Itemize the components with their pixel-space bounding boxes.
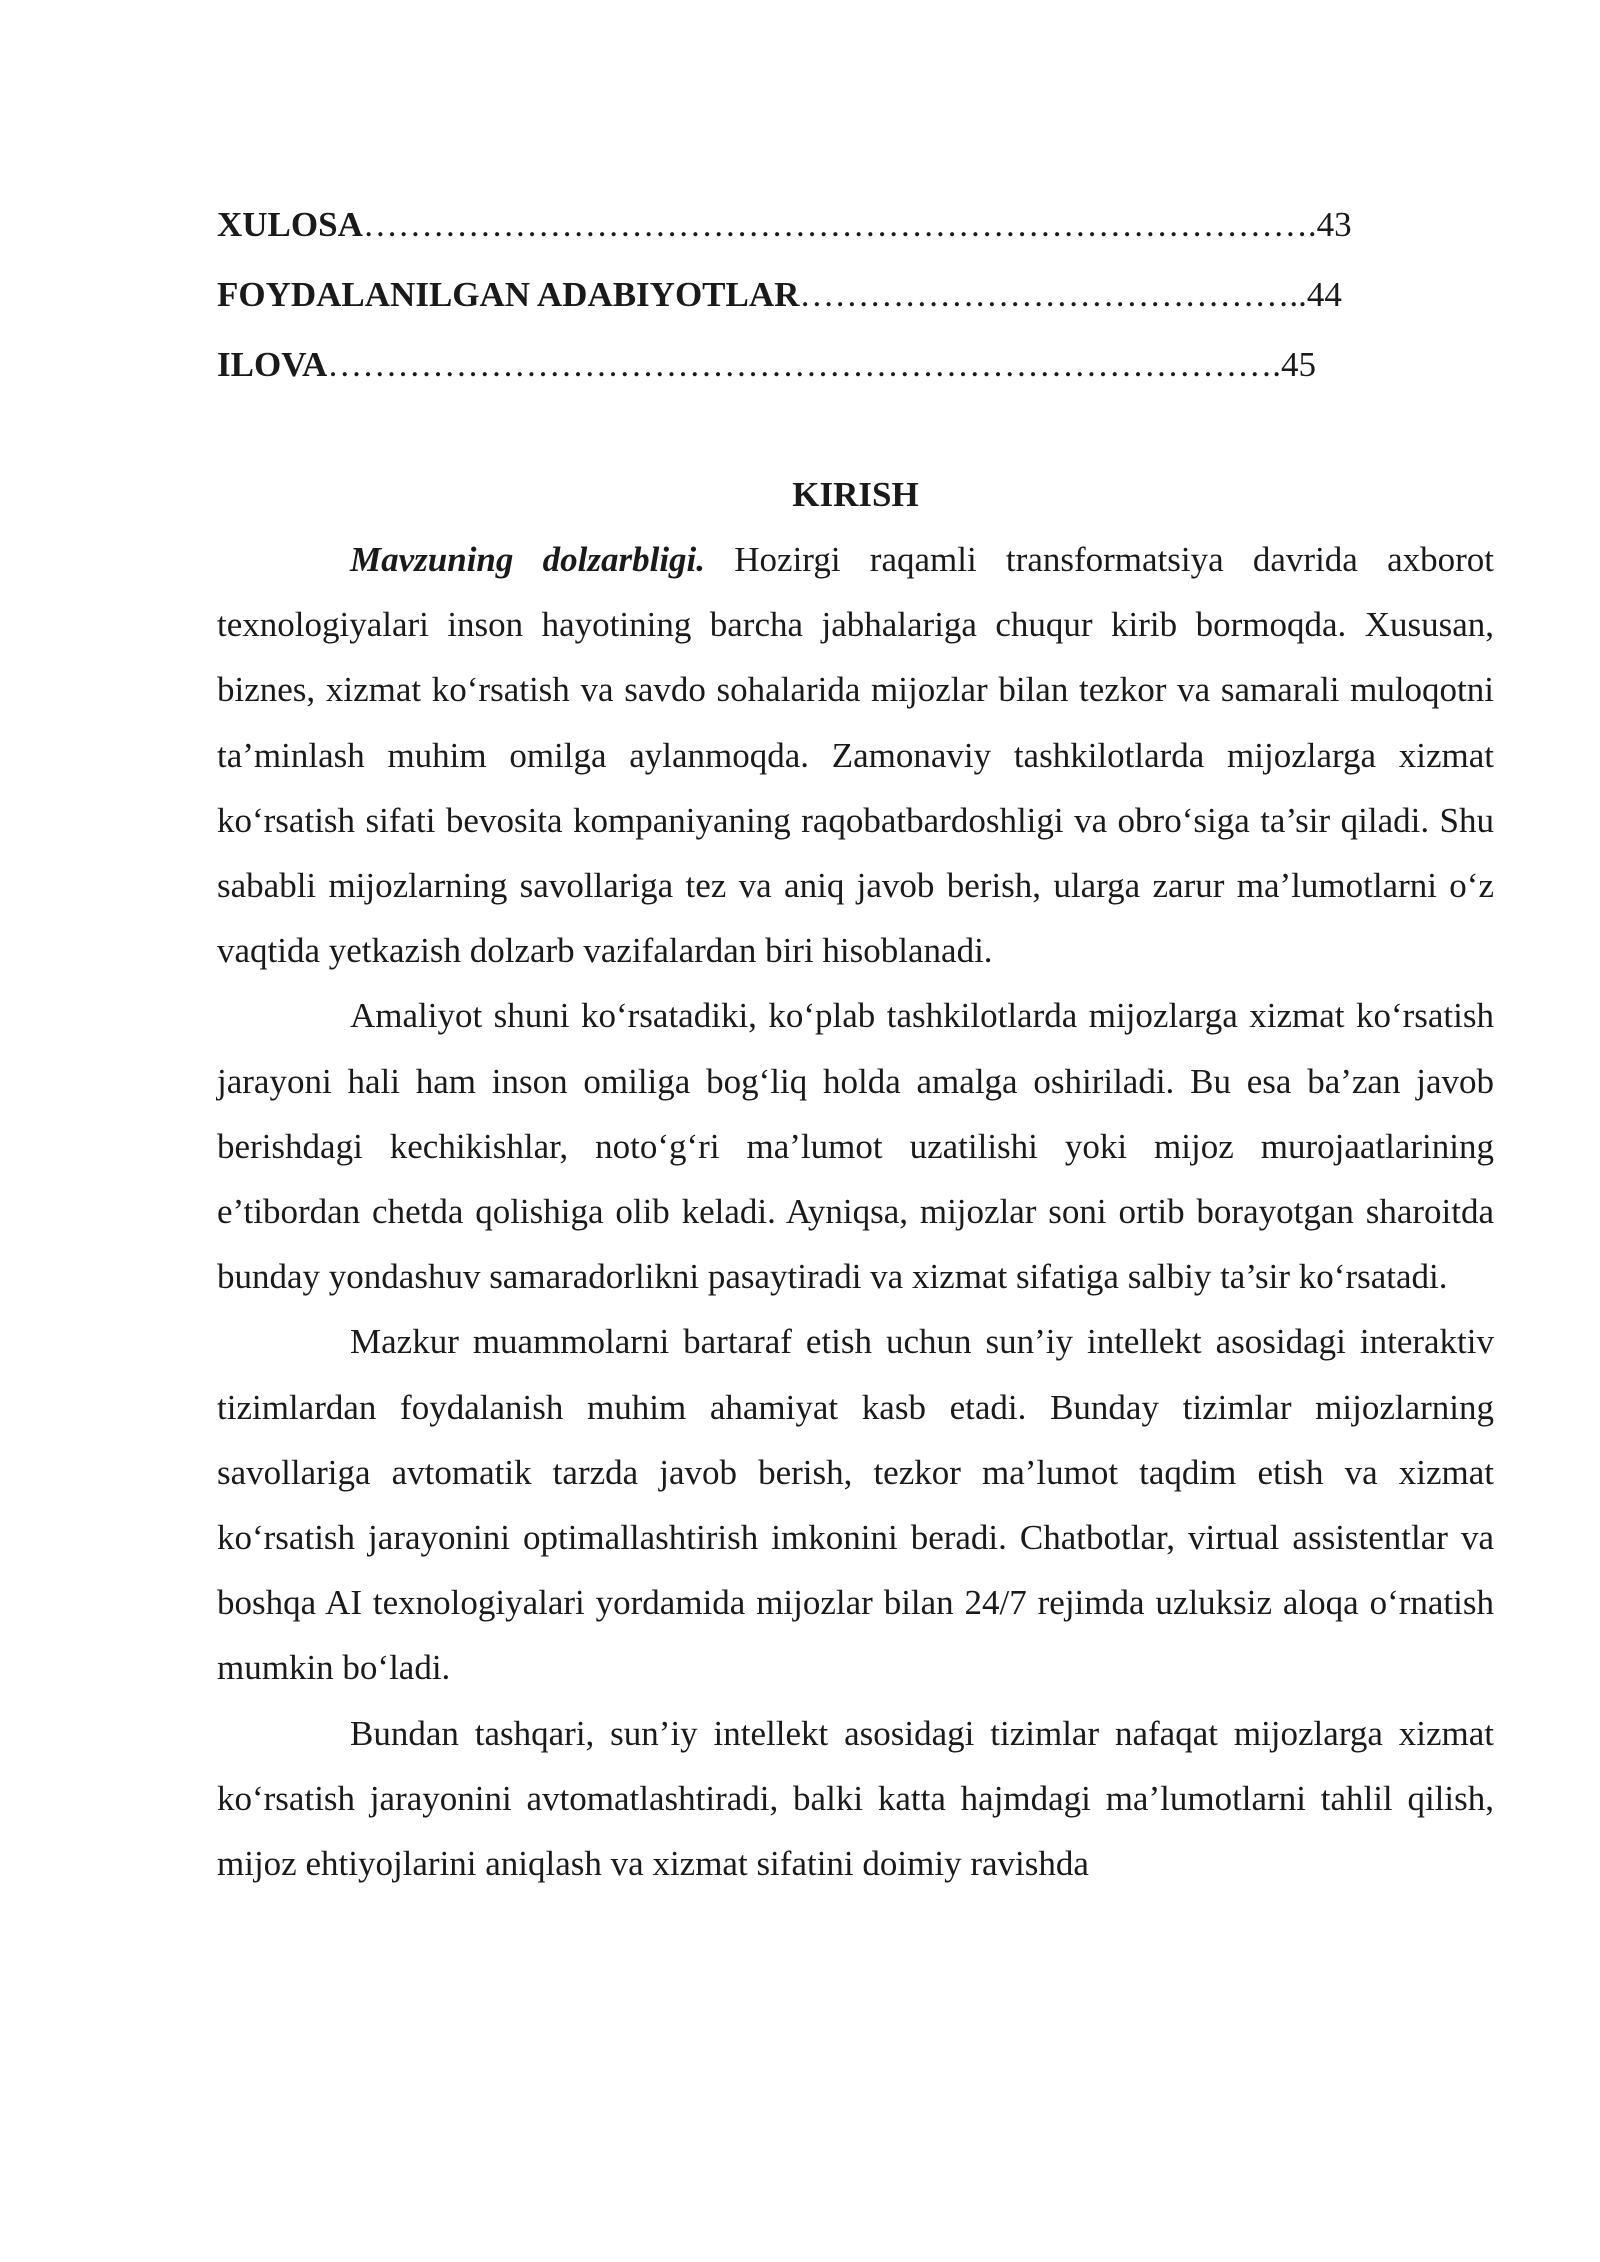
paragraph-text: Bundan tashqari, sun’iy intellekt asosidagi tizimlar nafaqat mijozlarga xizmat ko‘rsatish jarayonini avtomatlashtiradi, balki katta hajmdagi ma’lumotlarni tahlil qilish, mijoz ehtiyojlarini aniqlash va xizmat sifatini doimiy ravishda — [217, 1713, 1494, 1884]
paragraph-lead: Mavzuning dolzarbligi. — [350, 540, 706, 579]
toc-entry-leader-dots: ……………………………………. — [799, 275, 1299, 314]
paragraph-text: Mazkur muammolarni bartaraf etish uchun sun’iy intellekt asosidagi interaktiv tizimlardan foydalanish muhim ahamiyat kasb etadi. Bunday tizimlar mijozlarning savollariga avtomatik tarzda javob berish, tezkor ma’lumot taqdim etish va xizmat ko‘rsatish jarayonini optimallashtirish imkonini beradi. Chatbotlar, virtual assistentlar va boshqa AI texnologiyalari yordamida mijozlar bilan 24/7 rejimda uzluksiz aloqa o‘rnatish mumkin bo‘ladi. — [217, 1322, 1494, 1688]
toc-entry-xulosa — [217, 190, 1479, 260]
toc-entry-leader-dots: ……………………………………………………………………… — [362, 205, 1308, 244]
toc-entry-adabiyotlar — [217, 260, 1479, 330]
toc-entry-page: .43 — [1307, 205, 1352, 244]
paragraph-text: Hozirgi raqamli transformatsiya davrida axborot texnologiyalari inson hayotining barcha jabhalariga chuqur kirib bormoqda. Xususan, biznes, xizmat ko‘rsatish va savdo sohalarida mijozlar bilan tezkor va samarali muloqotni ta’minlash muhim omilga aylanmoqda. Zamonaviy tashkilotlarda mijozlarga xizmat ko‘rsatish sifati bevosita kompaniyaning raqobatbardoshligi va obro‘siga ta’sir qiladi. Shu sababli mijozlarning savollariga tez va aniq javob berish, ularga zarur ma’lumotlarni o‘z vaqtida yetkazish dolzarb vazifalardan biri hisoblanadi. — [217, 540, 1494, 971]
toc-entry-ilova — [217, 330, 1479, 400]
paragraph-relevance — [217, 527, 1494, 983]
table-of-contents — [217, 190, 1494, 400]
toc-entry-page: .44 — [1298, 275, 1342, 314]
paragraph-ai-systems — [217, 1309, 1494, 1700]
paragraph-additional — [217, 1701, 1494, 1897]
toc-entry-page: 45 — [1280, 345, 1316, 384]
toc-entry-leader-dots: ………………………………………………………………………. — [327, 345, 1281, 384]
section-heading: KIRISH — [792, 475, 919, 514]
paragraph-practice — [217, 983, 1494, 1309]
toc-entry-title: XULOSA — [217, 205, 363, 244]
body-text — [217, 527, 1494, 1896]
toc-entry-title: FOYDALANILGAN ADABIYOTLAR — [217, 275, 800, 314]
document-page — [217, 190, 1494, 1896]
paragraph-text: Amaliyot shuni ko‘rsatadiki, ko‘plab tashkilotlarda mijozlarga xizmat ko‘rsatish jarayoni hali ham inson omiliga bog‘liq holda amalga oshiriladi. Bu esa ba’zan javob berishdagi kechikishlar, noto‘g‘ri ma’lumot uzatilishi yoki mijoz murojaatlarining e’tibordan chetda qolishiga olib keladi. Ayniqsa, mijozlar soni ortib borayotgan sharoitda bunday yondashuv samaradorlikni pasaytiradi va xizmat sifatiga salbiy ta’sir ko‘rsatadi. — [217, 996, 1494, 1297]
toc-entry-title: ILOVA — [217, 345, 328, 384]
